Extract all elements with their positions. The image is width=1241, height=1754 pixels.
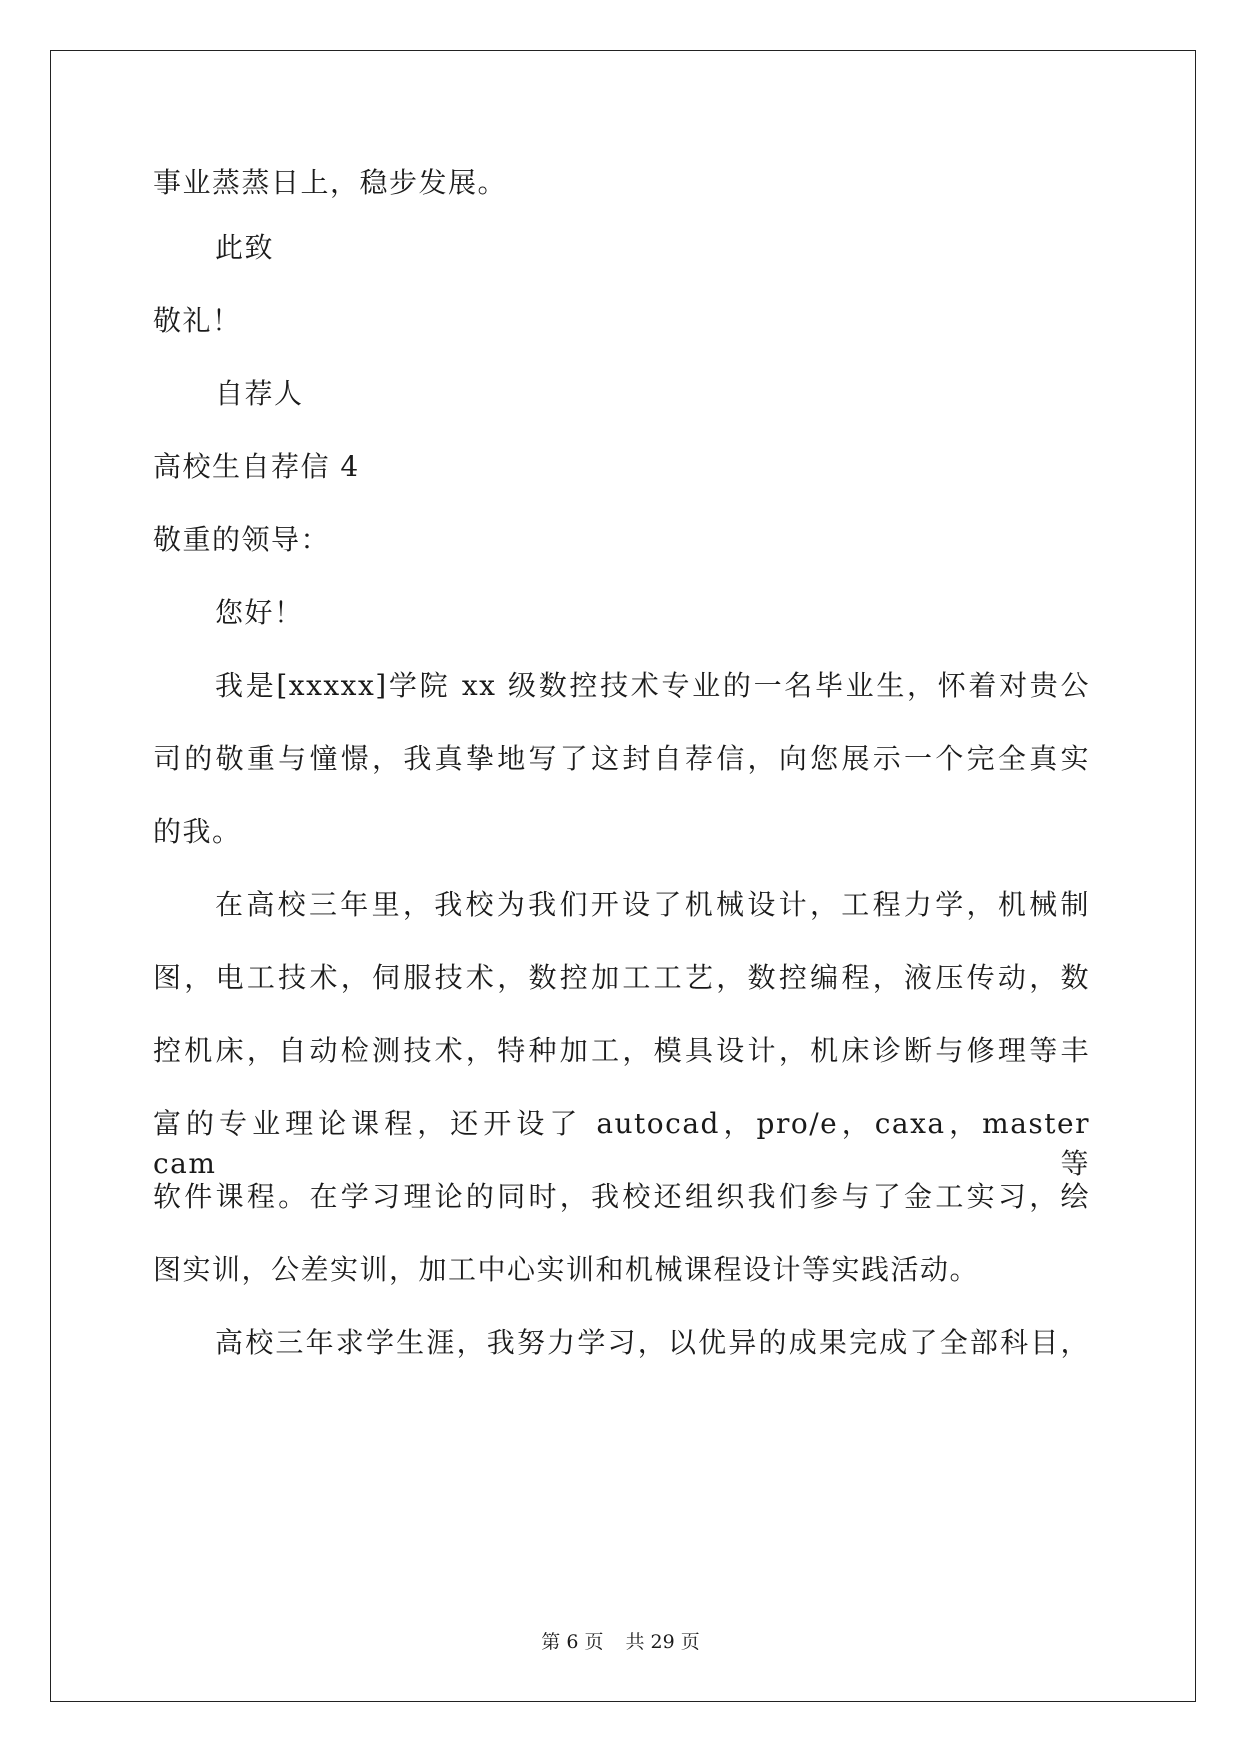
text-line: 软件课程。在学习理论的同时，我校还组织我们参与了金工实习，绘 <box>153 1180 1090 1213</box>
text-line: 自荐人 <box>215 377 304 410</box>
text-line: 的我。 <box>153 815 242 848</box>
text-line: 富的专业理论课程，还开设了 autocad，pro/e，caxa，master cam 等 <box>153 1107 1090 1180</box>
text-line: 司的敬重与憧憬，我真挚地写了这封自荐信，向您展示一个完全真实 <box>153 742 1090 775</box>
page-footer <box>0 1630 1241 1654</box>
text-line: 敬礼！ <box>153 304 242 337</box>
text-line: 我是[xxxxx]学院 xx 级数控技术专业的一名毕业生，怀着对贵公 <box>215 669 1090 702</box>
text-line: 此致 <box>215 231 275 264</box>
section-heading: 高校生自荐信 4 <box>153 450 360 483</box>
text-line: 在高校三年里，我校为我们开设了机械设计，工程力学，机械制 <box>215 888 1090 921</box>
text-line: 高校三年求学生涯，我努力学习，以优异的成果完成了全部科目， <box>215 1326 1090 1359</box>
text-line: 图，电工技术，伺服技术，数控加工工艺，数控编程，液压传动，数 <box>153 961 1090 994</box>
page-border <box>50 50 1196 1702</box>
page-number: 第 6 页 <box>541 1631 604 1653</box>
salutation: 敬重的领导： <box>153 523 331 556</box>
greeting: 您好！ <box>215 596 304 629</box>
page-total: 共 29 页 <box>625 1631 700 1653</box>
text-line: 图实训，公差实训，加工中心实训和机械课程设计等实践活动。 <box>153 1253 980 1286</box>
text-line: 控机床，自动检测技术，特种加工，模具设计，机床诊断与修理等丰 <box>153 1034 1090 1067</box>
text-line: 事业蒸蒸日上，稳步发展。 <box>153 166 508 199</box>
